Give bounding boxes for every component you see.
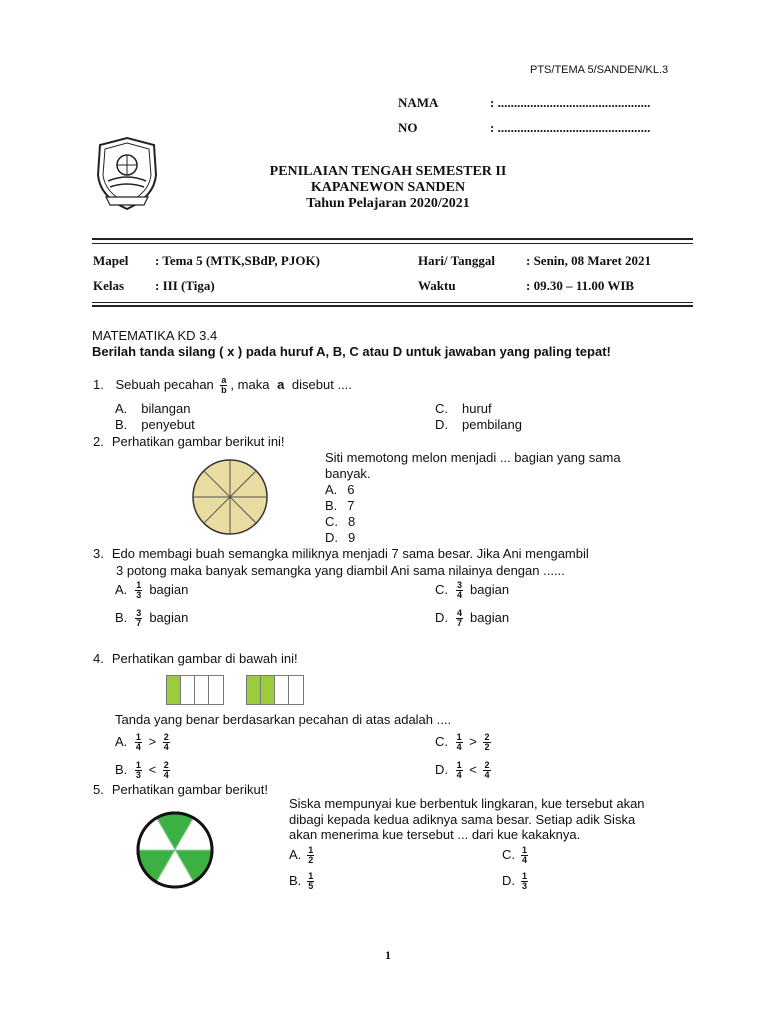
- q2-b-text: 7: [347, 498, 355, 513]
- q4-d-letter: D.: [435, 761, 448, 777]
- q3-number: 3.: [93, 546, 104, 561]
- q2-b-letter: B.: [325, 498, 338, 513]
- q4-question: Tanda yang benar berdasarkan pecahan di atas adalah ....: [115, 712, 452, 727]
- q5-option-a[interactable]: [289, 846, 317, 865]
- divider-top: [92, 238, 693, 240]
- q5-c-num: 1: [522, 845, 528, 855]
- q5-option-c[interactable]: [502, 846, 531, 865]
- q3-line-1: Edo membagi buah semangka miliknya menjadi 7 sama besar. Jika Ani mengambil: [111, 546, 589, 561]
- q3-d-letter: D.: [435, 609, 448, 625]
- q3-a-den: 3: [136, 590, 142, 600]
- q2-c-letter: C.: [325, 514, 338, 529]
- bar-right-cell-filled: [246, 675, 261, 705]
- q4-b-n1: 1: [135, 760, 141, 770]
- document-code: PTS/TEMA 5/SANDEN/KL.3: [530, 64, 669, 76]
- instruction: Berilah tanda silang ( x ) pada huruf A, B, C atau D untuk jawaban yang paling tepat!: [92, 344, 611, 359]
- q3-stem-2: 3 potong maka banyak semangka yang diambil Ani sama nilainya dengan ......: [116, 563, 565, 578]
- q1-frac-den: b: [221, 385, 227, 395]
- q5-b-frac: [307, 872, 314, 891]
- exam-title: PENILAIAN TENGAH SEMESTER II: [269, 164, 507, 179]
- q5-d-num: 1: [522, 871, 528, 881]
- q5-c-frac: [521, 846, 528, 865]
- q5-b-letter: B.: [289, 872, 302, 888]
- q4-b-sign: <: [148, 761, 157, 777]
- q1-a-letter: A.: [115, 401, 128, 416]
- q5-b-den: 5: [308, 881, 314, 891]
- mapel-value: : Tema 5 (MTK,SBdP, PJOK): [155, 253, 320, 268]
- q2-number: 2.: [93, 434, 104, 449]
- q1-number: 1.: [93, 376, 104, 392]
- mapel-label: Mapel: [93, 253, 129, 268]
- q4-d-n2: 2: [484, 760, 490, 770]
- q5-a-letter: A.: [289, 846, 302, 862]
- q1-bold-a: a: [277, 376, 285, 392]
- q2-option-c[interactable]: [325, 514, 355, 529]
- q2-d-letter: D.: [325, 530, 338, 545]
- q4-a-sign: >: [148, 733, 157, 749]
- q5-option-b[interactable]: [289, 872, 317, 891]
- q5-a-den: 2: [308, 855, 314, 865]
- q4-c-frac-2: [483, 733, 490, 752]
- q2-text: Perhatikan gambar berikut ini!: [111, 434, 285, 449]
- q4-c-n1: 1: [456, 732, 462, 742]
- q4-c-d1: 4: [456, 742, 462, 752]
- q4-a-d2: 4: [163, 742, 169, 752]
- q1-text-a: Sebuah pecahan: [115, 376, 214, 392]
- q4-b-d2: 4: [163, 770, 169, 780]
- waktu-label: Waktu: [418, 278, 456, 293]
- q1-option-c[interactable]: [435, 401, 492, 416]
- q3-c-letter: C.: [435, 581, 448, 597]
- q4-d-sign: <: [469, 761, 477, 777]
- q5-desc-1: Siska mempunyai kue berbentuk lingkaran, kue tersebut akan: [289, 796, 645, 811]
- q2-a-text: 6: [347, 482, 355, 497]
- q3-c-num: 3: [457, 580, 463, 590]
- q3-stem-1: [93, 546, 589, 561]
- kelas-label: Kelas: [93, 278, 125, 293]
- q1-d-text: pembilang: [462, 417, 522, 432]
- q1-b-letter: B.: [115, 417, 128, 432]
- no-label: NO: [398, 120, 418, 135]
- q4-a-letter: A.: [115, 733, 128, 749]
- q5-d-den: 3: [522, 881, 528, 891]
- q3-c-den: 4: [457, 590, 463, 600]
- q2-option-b[interactable]: [325, 498, 355, 513]
- q1-option-a[interactable]: [115, 401, 190, 416]
- q4-d-frac-2: [483, 761, 490, 780]
- q4-d-frac-1: [456, 761, 463, 780]
- q5-b-num: 1: [308, 871, 314, 881]
- q1-b-text: penyebut: [141, 417, 195, 432]
- q3-option-a[interactable]: [115, 581, 188, 600]
- divider-top-thin: [92, 243, 693, 244]
- bar-right-cell: [288, 675, 304, 705]
- q4-c-sign: >: [469, 733, 477, 749]
- q4-a-n1: 1: [135, 732, 141, 742]
- q5-c-den: 4: [522, 855, 528, 865]
- q4-a-d1: 4: [135, 742, 141, 752]
- q5-text: Perhatikan gambar berikut!: [111, 782, 268, 797]
- melon-figure: [191, 458, 269, 536]
- hari-value: : Senin, 08 Maret 2021: [526, 253, 652, 268]
- hari-label: Hari/ Tanggal: [418, 253, 495, 268]
- bar-left-cell-filled: [166, 675, 181, 705]
- q3-b-text: bagian: [149, 609, 189, 625]
- q4-c-letter: C.: [435, 733, 448, 749]
- q4-stem: [93, 651, 298, 666]
- waktu-value: : 09.30 – 11.00 WIB: [526, 278, 635, 293]
- bar-right-cell: [274, 675, 289, 705]
- q4-option-c[interactable]: [435, 733, 494, 752]
- q3-option-b[interactable]: [115, 609, 188, 628]
- q2-desc-1: Siti memotong melon menjadi ... bagian yang sama: [325, 450, 621, 465]
- q3-d-frac: [456, 609, 463, 628]
- bar-left-cell: [208, 675, 224, 705]
- q5-desc-2: dibagi kepada kedua adiknya sama besar. Setiap adik Siska: [289, 812, 636, 827]
- page-number: 1: [385, 948, 391, 962]
- cake-figure: [136, 811, 214, 889]
- bar-left-cell: [180, 675, 195, 705]
- q4-option-b[interactable]: [115, 761, 173, 780]
- q5-a-num: 1: [308, 845, 314, 855]
- q2-a-letter: A.: [325, 482, 338, 497]
- q2-desc-2: banyak.: [325, 466, 371, 481]
- divider-bottom: [92, 302, 693, 303]
- q3-d-den: 7: [457, 618, 463, 628]
- q4-b-n2: 2: [163, 760, 169, 770]
- q4-b-letter: B.: [115, 761, 128, 777]
- q5-option-d[interactable]: [502, 872, 531, 891]
- q4-d-d1: 4: [456, 770, 462, 780]
- q4-a-n2: 2: [163, 732, 169, 742]
- q3-a-text: bagian: [149, 581, 189, 597]
- q4-c-d2: 2: [484, 742, 490, 752]
- q4-a-frac-1: [135, 733, 142, 752]
- q1-option-b[interactable]: [115, 417, 195, 432]
- q2-c-text: 8: [348, 514, 356, 529]
- q2-d-text: 9: [348, 530, 356, 545]
- fraction-bar-left: [166, 675, 224, 705]
- q2-option-a[interactable]: [325, 482, 355, 497]
- no-field[interactable]: : ...............................................: [490, 120, 651, 135]
- q1-c-letter: C.: [435, 401, 448, 416]
- q4-option-d[interactable]: [435, 761, 494, 780]
- q3-a-letter: A.: [115, 581, 128, 597]
- q4-c-n2: 2: [484, 732, 490, 742]
- q4-d-n1: 1: [456, 760, 462, 770]
- q4-c-frac-1: [456, 733, 463, 752]
- name-label: NAMA: [398, 95, 439, 110]
- divider-bottom-thick: [92, 305, 693, 307]
- q3-b-letter: B.: [115, 609, 128, 625]
- q2-stem: [93, 434, 285, 449]
- q5-stem: [93, 782, 268, 797]
- section-title: MATEMATIKA KD 3.4: [92, 328, 218, 343]
- bar-left-cell: [194, 675, 209, 705]
- q3-b-num: 3: [136, 608, 142, 618]
- q3-option-c[interactable]: [435, 581, 509, 600]
- q1-text-b: , maka: [230, 376, 270, 392]
- q3-a-num: 1: [136, 580, 142, 590]
- q4-option-a[interactable]: [115, 733, 173, 752]
- q1-text-c: disebut ....: [291, 376, 352, 392]
- q4-b-d1: 3: [135, 770, 141, 780]
- fraction-bar-right: [246, 675, 304, 705]
- q4-a-frac-2: [163, 733, 170, 752]
- q4-d-d2: 4: [484, 770, 490, 780]
- q1-a-text: bilangan: [141, 401, 191, 416]
- q1-stem: [93, 376, 352, 395]
- q3-d-num: 4: [457, 608, 463, 618]
- q5-d-frac: [521, 872, 528, 891]
- q3-b-frac: [135, 609, 142, 628]
- q3-c-text: bagian: [470, 581, 510, 597]
- q4-text: Perhatikan gambar di bawah ini!: [111, 651, 298, 666]
- q1-frac-num: a: [221, 375, 227, 385]
- q5-a-frac: [307, 846, 314, 865]
- q1-c-text: huruf: [462, 401, 492, 416]
- q4-b-frac-1: [135, 761, 142, 780]
- q1-option-d[interactable]: [435, 417, 522, 432]
- q5-desc-3: akan menerima kue tersebut ... dari kue kakaknya.: [289, 827, 581, 842]
- q3-a-frac: [135, 581, 142, 600]
- q3-d-text: bagian: [470, 609, 510, 625]
- q5-number: 5.: [93, 782, 104, 797]
- district-title: KAPANEWON SANDEN: [310, 180, 466, 195]
- q5-c-letter: C.: [502, 846, 515, 862]
- q3-c-frac: [456, 581, 463, 600]
- bar-right-cell-filled: [260, 675, 275, 705]
- q5-d-letter: D.: [502, 872, 515, 888]
- q3-option-d[interactable]: [435, 609, 509, 628]
- q4-b-frac-2: [163, 761, 170, 780]
- name-field[interactable]: : ...............................................: [490, 95, 651, 110]
- q1-fraction: [220, 376, 227, 395]
- q4-number: 4.: [93, 651, 104, 666]
- q1-d-letter: D.: [435, 417, 448, 432]
- q2-option-d[interactable]: [325, 530, 355, 545]
- q3-b-den: 7: [136, 618, 142, 628]
- kelas-value: : III (Tiga): [155, 278, 215, 293]
- school-year: Tahun Pelajaran 2020/2021: [306, 196, 470, 211]
